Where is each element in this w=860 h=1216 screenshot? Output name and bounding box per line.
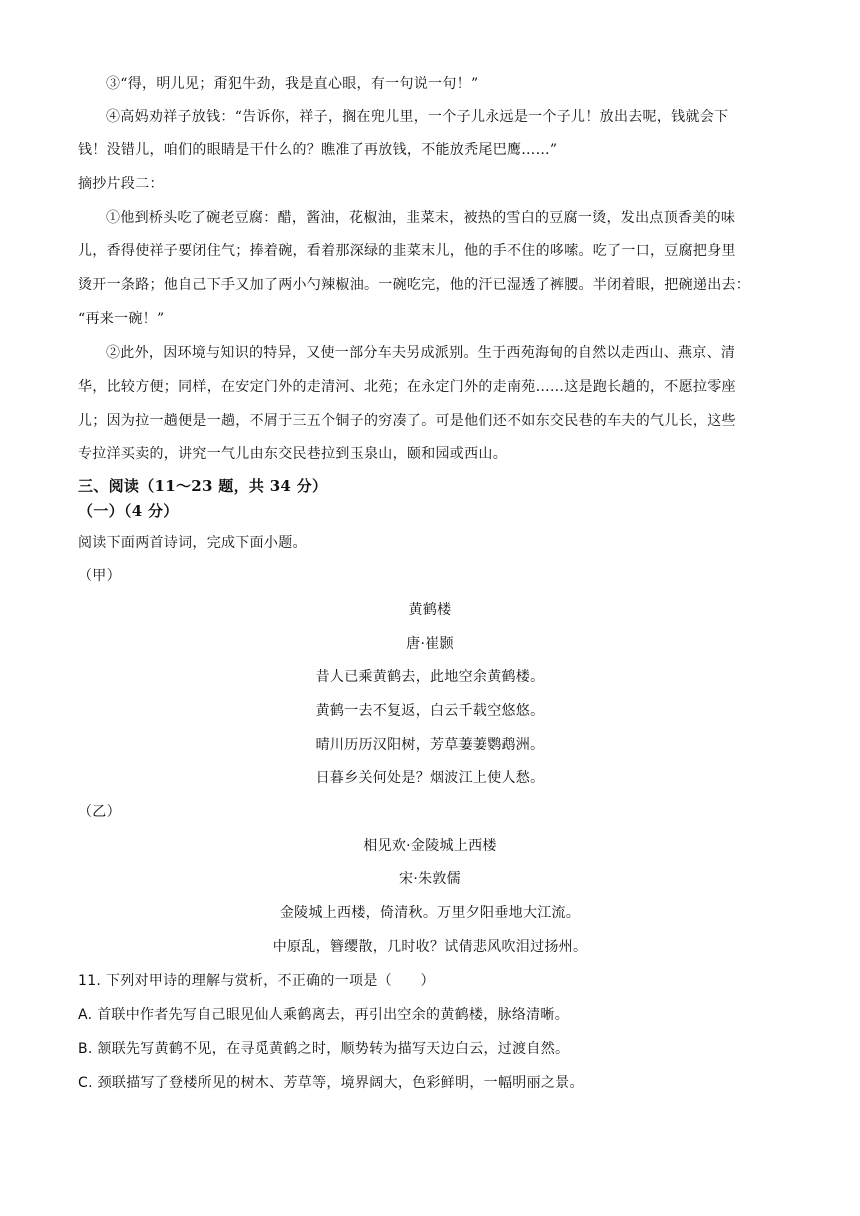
excerpt-two-p1-line-2: 儿，香得使祥子要闭住气；捧着碗，看着那深绿的韭菜末儿，他的手不住的哆嗦。吃了一口，豆腐把身里 <box>78 243 736 259</box>
poem-a-line-2: 黄鹤一去不复返，白云千载空悠悠。 <box>315 703 545 719</box>
question-11-option-b: B. 颔联先写黄鹤不见，在寻觅黄鹤之时，顺势转为描写天边白云，过渡自然。 <box>78 1041 570 1057</box>
question-11-stem: 11. 下列对甲诗的理解与赏析，不正确的一项是（ ） <box>78 973 435 989</box>
reading-instruction: 阅读下面两首诗词，完成下面小题。 <box>78 535 307 551</box>
excerpt-two-p2-line-4: 专拉洋买卖的，讲究一气儿由东交民巷拉到玉泉山，颐和园或西山。 <box>78 446 507 462</box>
poem-b-author: 宋·朱敦儒 <box>399 871 461 887</box>
excerpt-two-p1-line-3: 烫开一条路；他自己下手又加了两小勺辣椒油。一碗吃完，他的汗已湿透了裤腰。半闭着眼，把碗递出去： <box>78 277 751 293</box>
poem-b-line-1: 金陵城上西楼，倚清秋。万里夕阳垂地大江流。 <box>279 905 581 921</box>
poem-a-title: 黄鹤楼 <box>408 602 452 618</box>
excerpt-two-heading: 摘抄片段二： <box>78 176 164 192</box>
poem-b-marker: （乙） <box>78 804 121 820</box>
poem-a-line-1: 昔人已乘黄鹤去，此地空余黄鹤楼。 <box>315 669 545 685</box>
poem-b-line-2: 中原乱，簪缨散，几时收？试倩悲风吹泪过扬州。 <box>272 939 588 955</box>
question-11-option-c: C. 颈联描写了登楼所见的树木、芳草等，境界阔大，色彩鲜明，一幅明丽之景。 <box>78 1075 584 1091</box>
poem-a-line-4: 日暮乡关何处是？烟波江上使人愁。 <box>315 770 545 786</box>
excerpt-two-p1-line-1: ①他到桥头吃了碗老豆腐：醋，酱油，花椒油，韭菜末，被热的雪白的豆腐一烫，发出点顶香美的味 <box>106 210 736 226</box>
poem-b-title: 相见欢·金陵城上西楼 <box>363 838 497 854</box>
poem-a-author: 唐·崔颢 <box>406 636 454 652</box>
excerpt-two-p2-line-2: 华，比较方便；同样，在安定门外的走清河、北苑；在永定门外的走南苑……这是跑长趟的，不愿拉零座 <box>78 379 736 395</box>
excerpt-two-p2-line-3: 儿；因为拉一趟便是一趟，不屑于三五个铜子的穷凑了。可是他们还不如东交民巷的车夫的气儿长，这些 <box>78 413 736 429</box>
question-11-option-a: A. 首联中作者先写自己眼见仙人乘鹤离去，再引出空余的黄鹤楼，脉络清晰。 <box>78 1007 570 1023</box>
poem-a-line-3: 晴川历历汉阳树，芳草萋萋鹦鹉洲。 <box>315 737 545 753</box>
excerpt-one-item-4-line-2: 钱！没错儿，咱们的眼睛是干什么的？瞧准了再放钱，不能放秃尾巴鹰……” <box>78 142 558 158</box>
poem-a-marker: （甲） <box>78 568 121 584</box>
excerpt-one-item-4-line-1: ④高妈劝祥子放钱：“告诉你，祥子，搁在兜儿里，一个子儿永远是一个子儿！放出去呢，钱就会下 <box>106 109 729 125</box>
excerpt-one-item-3: ③“得，明儿见；甭犯牛劲，我是直心眼，有一句说一句！” <box>106 76 479 92</box>
subsection-title: （一）（4 分） <box>78 502 179 520</box>
excerpt-two-p2-line-1: ②此外，因环境与知识的特异，又使一部分车夫另成派别。生于西苑海甸的自然以走西山、燕京、清 <box>106 345 736 361</box>
excerpt-two-p1-line-4: “再来一碗！” <box>78 311 165 327</box>
section-title: 三、阅读（11～23 题，共 34 分） <box>78 477 328 495</box>
